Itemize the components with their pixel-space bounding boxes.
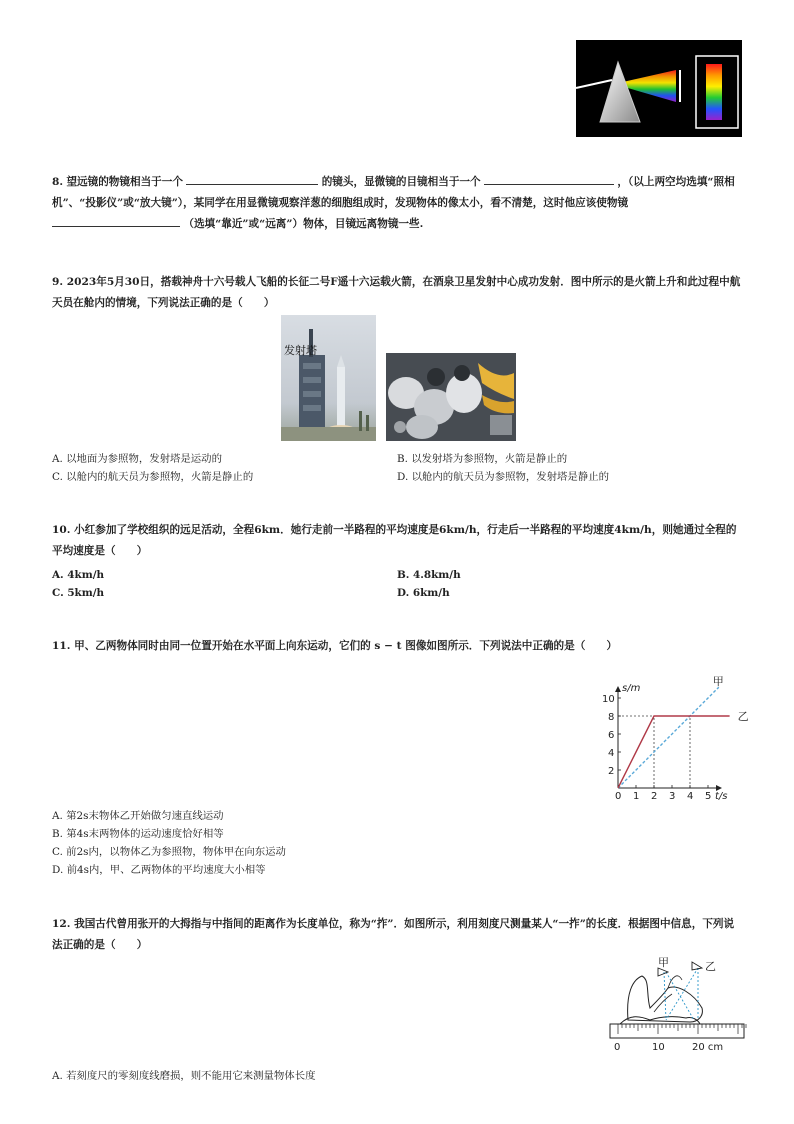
prism-drawing (576, 40, 742, 137)
q12-option-a[interactable]: A. 若刻度尺的零刻度线磨损，则不能用它来测量物体长度 (52, 1070, 316, 1082)
q9-stem: 9. 2023年5月30日，搭载神舟十六号载人飞船的长征二号F遥十六运载火箭，在酒泉卫星发射中心成功发射．图中所示的是火箭上升和此过程中航天员在舱内的情境，下列说法正确的是（ ） (52, 276, 741, 309)
launch-tower-drawing (281, 315, 376, 441)
y-tick-label-3: 8 (608, 712, 615, 723)
question-8 (52, 172, 744, 235)
q11-option-d[interactable]: D. 前4s内，甲、乙两物体的平均速度大小相等 (52, 864, 266, 876)
q10-stem: 10. 小红参加了学校组织的远足活动，全程6km．她行走前一半路程的平均速度是6km/h，行走后一半路程的平均速度4km/h，则她通过全程的平均速度是（ ） (52, 524, 737, 557)
x-tick-label-4: 4 (687, 791, 694, 802)
q9-option-d[interactable]: D. 以舱内的航天员为参照物，发射塔是静止的 (397, 471, 609, 483)
question-number: 8. (52, 176, 64, 188)
series-1-line (618, 716, 730, 788)
y-tick-label-0: 2 (608, 766, 615, 777)
series-1-label: 乙 (737, 710, 749, 723)
q9-option-c[interactable]: C. 以舱内的航天员为参照物，火箭是静止的 (52, 471, 254, 483)
q10-option-b[interactable]: B. 4.8km/h (397, 569, 461, 581)
label-jia: 甲 (658, 956, 669, 969)
q8-text-3: ，（以上两空均选填“照相机”、“投影仪”或“放大镜”），某同学在用显微镜观察洋葱的细胞组成时，发现物体的像太小，看不清楚，这时他应该使物镜 (52, 176, 735, 209)
tower-label: 发射塔 (284, 344, 317, 357)
series-0-label: 甲 (712, 675, 724, 689)
st-graph (596, 664, 749, 804)
x-tick-label-3: 3 (669, 791, 676, 802)
ruler-label-0: 0 (614, 1042, 621, 1053)
answer-blank-2[interactable] (484, 172, 614, 185)
q10-option-c[interactable]: C. 5km/h (52, 587, 105, 599)
astronauts-drawing (386, 353, 516, 441)
question-11 (52, 636, 744, 657)
question-12 (52, 914, 744, 956)
y-tick-label-1: 4 (608, 748, 615, 759)
q11-option-b[interactable]: B. 第4s末两物体的运动速度恰好相等 (52, 828, 224, 840)
q8-text-1: 望远镜的物镜相当于一个 (66, 176, 183, 188)
y-tick-label-2: 6 (608, 730, 615, 741)
x-axis-label: t/s (715, 791, 728, 802)
y-axis-label: s/m (622, 683, 641, 694)
hand-ruler-figure (606, 954, 746, 1060)
q8-text-2: 的镜头，显微镜的目镜相当于一个 (321, 176, 481, 188)
q12-stem: 12. 我国古代曾用张开的大拇指与中指间的距离作为长度单位，称为“拃”．如图所示，利用刻度尺测量某人“一拃”的长度．根据图中信息，下列说法正确的是（ ） (52, 918, 735, 951)
astronauts-cabin-photo (386, 353, 516, 441)
x-tick-label-2: 2 (651, 791, 658, 802)
answer-blank-1[interactable] (186, 172, 318, 185)
q8-text-4: （选填“靠近”或“远离”）物体，目镜远离物镜一些. (183, 218, 424, 230)
answer-blank-3[interactable] (52, 214, 180, 227)
q11-option-a[interactable]: A. 第2s末物体乙开始做匀速直线运动 (52, 810, 224, 822)
q10-option-d[interactable]: D. 6km/h (397, 587, 450, 599)
question-10 (52, 520, 744, 562)
x-tick-label-1: 1 (633, 791, 640, 802)
q10-option-a[interactable]: A. 4km/h (52, 569, 105, 581)
x-tick-label-5: 5 (705, 791, 712, 802)
x-tick-label-0: 0 (615, 791, 622, 802)
series-0-line (618, 687, 719, 788)
ruler-label-20: 20 cm (692, 1042, 724, 1053)
prism-figure (576, 40, 742, 137)
question-9 (52, 272, 744, 314)
label-yi: 乙 (705, 960, 716, 973)
q9-option-a[interactable]: A. 以地面为参照物，发射塔是运动的 (52, 453, 222, 465)
rocket-launch-photo (281, 315, 376, 441)
y-tick-label-4: 10 (602, 694, 615, 705)
hand-ruler-drawing (606, 954, 746, 1060)
q11-option-c[interactable]: C. 前2s内，以物体乙为参照物，物体甲在向东运动 (52, 846, 286, 858)
q9-option-b[interactable]: B. 以发射塔为参照物，火箭是静止的 (397, 453, 568, 465)
q11-stem: 11. 甲、乙两物体同时由同一位置开始在水平面上向东运动，它们的 s − t 图像如图所示．下列说法中正确的是（ ） (52, 640, 618, 652)
st-graph-svg (596, 664, 749, 804)
ruler-label-10: 10 (652, 1042, 665, 1053)
